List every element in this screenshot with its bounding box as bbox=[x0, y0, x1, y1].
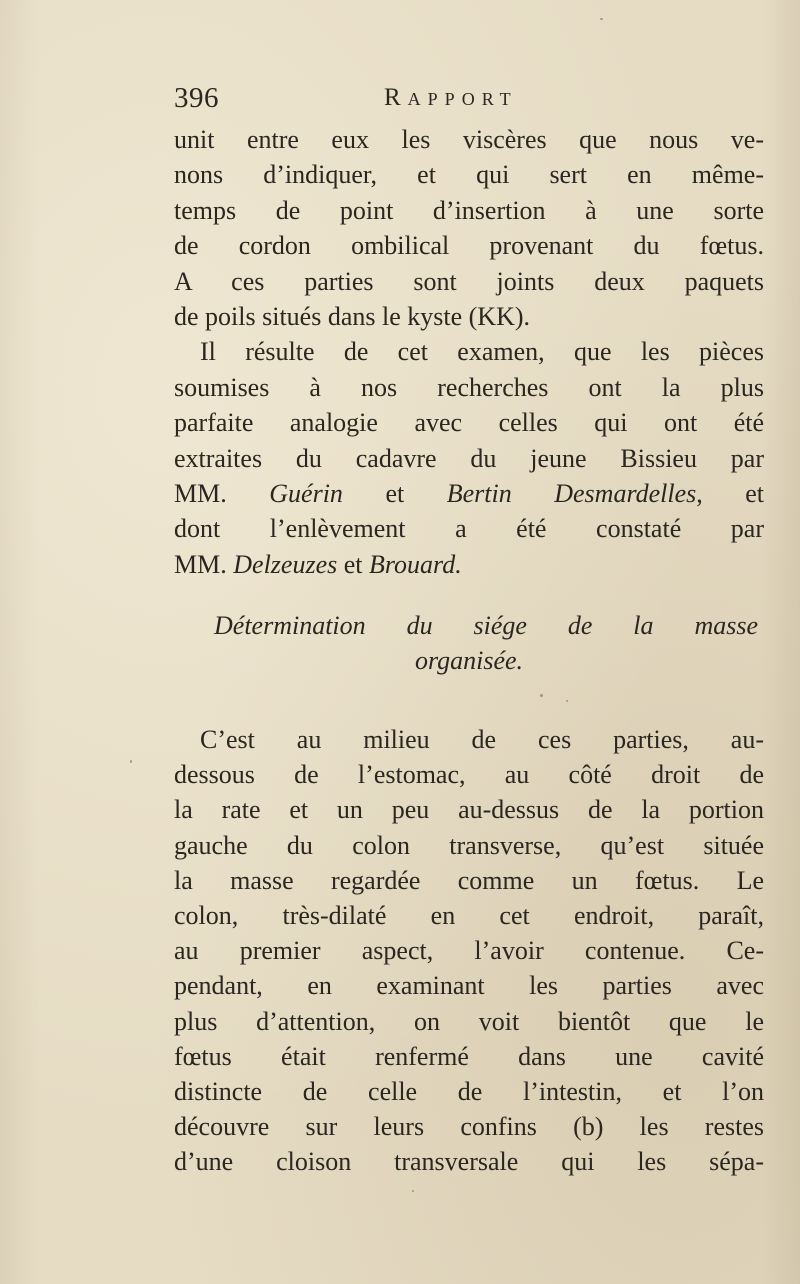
running-title: Rapport bbox=[384, 84, 518, 111]
text-line: Il résulte de cet examen, que les pièces bbox=[200, 337, 764, 367]
text-line: dont l’enlèvement a été constaté par bbox=[174, 514, 764, 544]
abbrev-mm: MM. bbox=[174, 478, 227, 508]
person-name: Bertin Desmardelles bbox=[446, 478, 697, 508]
text-line: fœtus était renfermé dans une cavité bbox=[174, 1041, 764, 1071]
text-line-with-names bbox=[174, 547, 764, 582]
text-line: la rate et un peu au-dessus de la portion bbox=[174, 795, 764, 825]
paper-speck bbox=[600, 18, 603, 20]
text-line: dessous de l’estomac, au côté droit de bbox=[174, 760, 764, 790]
text-line: pendant, en examinant les parties avec bbox=[174, 971, 764, 1001]
section-heading bbox=[174, 608, 764, 678]
text-line: de cordon ombilical provenant du fœtus. bbox=[174, 231, 764, 261]
text-line: soumises à nos recherches ont la plus bbox=[174, 372, 764, 402]
section-heading-line: Détermination du siége de la masse bbox=[214, 611, 758, 640]
text-line: la masse regardée comme un fœtus. Le bbox=[174, 865, 764, 895]
section-heading-line: organisée. bbox=[414, 646, 524, 675]
paper-speck bbox=[566, 700, 568, 702]
text-line: unit entre eux les viscères que nous ve- bbox=[174, 125, 764, 154]
body-text bbox=[174, 122, 764, 582]
person-name: Guérin bbox=[269, 478, 343, 508]
paper-speck bbox=[130, 760, 132, 763]
text-line: colon, très-dilaté en cet endroit, paraît, bbox=[174, 900, 764, 930]
page-number: 396 bbox=[174, 82, 219, 114]
text-line: de poils situés dans le kyste (KK). bbox=[174, 301, 531, 331]
text-line: C’est au milieu de ces parties, au- bbox=[200, 725, 764, 754]
text-line-with-names bbox=[174, 476, 764, 511]
text-line: extraites du cadavre du jeune Bissieu par bbox=[174, 443, 764, 473]
text-line: au premier aspect, l’avoir contenue. Ce- bbox=[174, 936, 764, 966]
text-line: A ces parties sont joints deux paquets bbox=[174, 266, 764, 296]
line-suffix: , et bbox=[696, 478, 765, 508]
person-name: Brouard. bbox=[369, 549, 462, 579]
text-line: plus d’attention, on voit bientôt que le bbox=[174, 1006, 764, 1036]
text-line: distincte de celle de l’intestin, et l’on bbox=[174, 1076, 764, 1106]
conjunction: et bbox=[343, 549, 363, 579]
text-line: d’une cloison transversale qui les sépa- bbox=[174, 1147, 764, 1177]
paper-speck bbox=[540, 694, 543, 697]
person-name: Delzeuzes bbox=[233, 549, 338, 579]
running-head bbox=[174, 82, 766, 122]
body-text-section bbox=[174, 722, 764, 1179]
text-line: gauche du colon transverse, qu’est située bbox=[174, 830, 764, 860]
paper-speck bbox=[412, 1190, 414, 1192]
text-line: parfaite analogie avec celles qui ont été bbox=[174, 408, 764, 438]
text-line: nons d’indiquer, et qui sert en même- bbox=[174, 160, 764, 190]
text-line: découvre sur leurs confins (b) les restes bbox=[174, 1112, 764, 1142]
conjunction: et bbox=[385, 478, 405, 508]
abbrev-mm: MM. bbox=[174, 549, 227, 579]
text-line: temps de point d’insertion à une sorte bbox=[174, 195, 764, 225]
